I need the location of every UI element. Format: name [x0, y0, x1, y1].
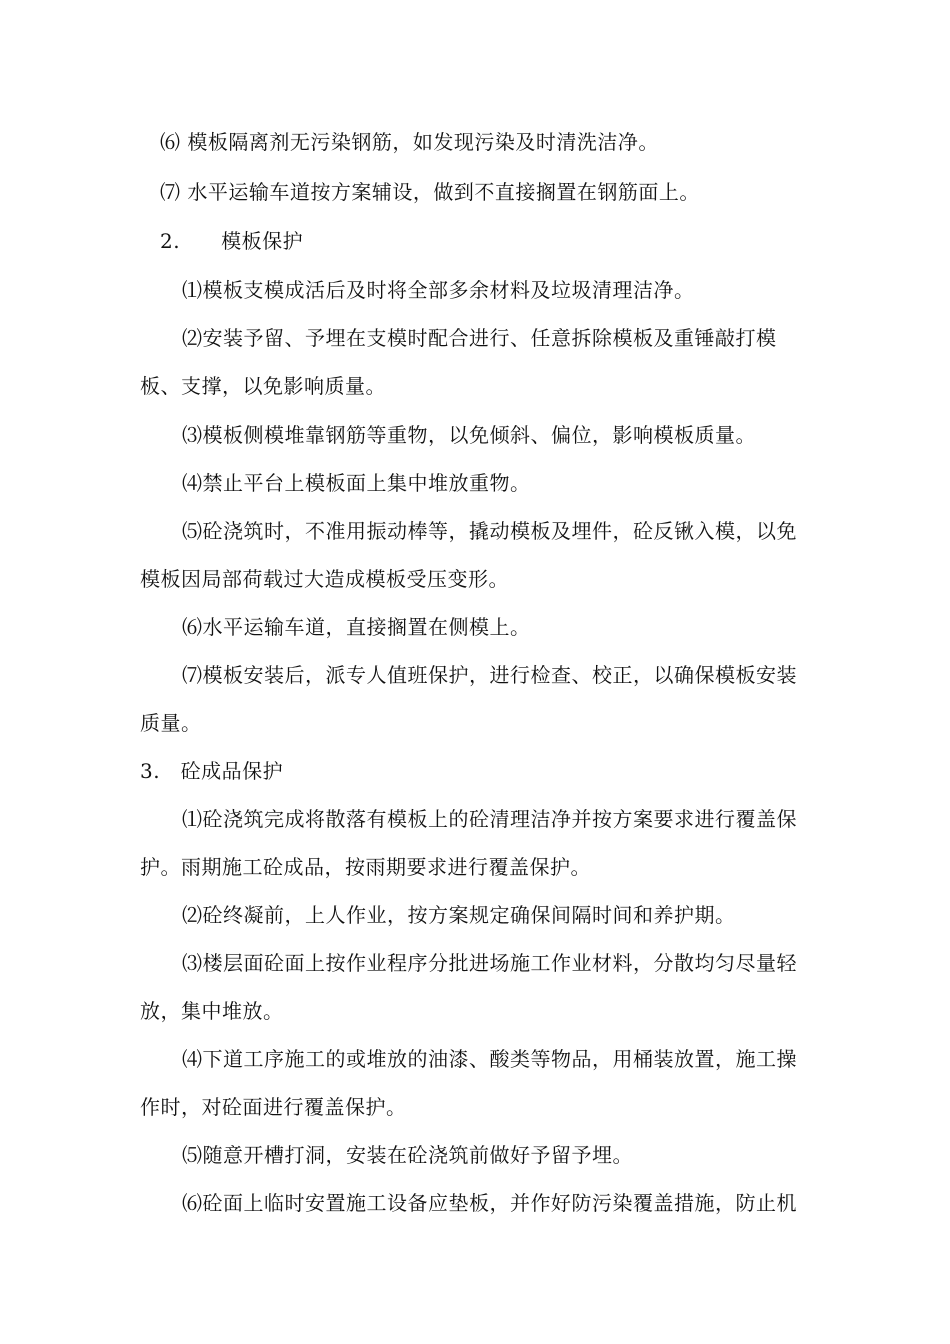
paragraph-line: ⑺模板安装后，派专人值班保护，进行检查、校正，以确保模板安装: [182, 663, 797, 687]
paragraph-line: ⑸随意开槽打洞，安装在砼浇筑前做好予留予埋。: [182, 1143, 633, 1167]
paragraph-line: 质量。: [140, 711, 202, 735]
paragraph-line: ⑹水平运输车道，直接搁置在侧模上。: [182, 615, 531, 639]
paragraph-line: 作时，对砼面进行覆盖保护。: [140, 1095, 407, 1119]
section-heading: 2. 模板保护: [160, 229, 304, 253]
paragraph-line: ⑹ 模板隔离剂无污染钢筋，如发现污染及时清洗洁净。: [160, 130, 659, 154]
paragraph-line: 护。雨期施工砼成品，按雨期要求进行覆盖保护。: [140, 855, 591, 879]
section-heading: 3. 砼成品保护: [140, 759, 284, 783]
paragraph-line: ⑶模板侧模堆靠钢筋等重物，以免倾斜、偏位，影响模板质量。: [182, 423, 756, 447]
paragraph-line: ⑵安装予留、予埋在支模时配合进行、任意拆除模板及重锤敲打模: [182, 326, 777, 350]
paragraph-line: ⑶楼层面砼面上按作业程序分批进场施工作业材料，分散均匀尽量轻: [182, 951, 797, 975]
paragraph-line: ⑷下道工序施工的或堆放的油漆、酸类等物品，用桶装放置，施工操: [182, 1047, 797, 1071]
paragraph-line: 模板因局部荷载过大造成模板受压变形。: [140, 567, 509, 591]
paragraph-line: ⑴模板支模成活后及时将全部多余材料及垃圾清理洁净。: [182, 278, 695, 302]
paragraph-line: ⑴砼浇筑完成将散落有模板上的砼清理洁净并按方案要求进行覆盖保: [182, 807, 797, 831]
paragraph-line: ⑵砼终凝前，上人作业，按方案规定确保间隔时间和养护期。: [182, 903, 736, 927]
paragraph-line: ⑸砼浇筑时，不准用振动棒等，撬动模板及埋件，砼反锹入模，以免: [182, 519, 797, 543]
paragraph-line: ⑺ 水平运输车道按方案辅设，做到不直接搁置在钢筋面上。: [160, 180, 700, 204]
paragraph-line: 放，集中堆放。: [140, 999, 284, 1023]
paragraph-line: ⑹砼面上临时安置施工设备应垫板，并作好防污染覆盖措施，防止机: [182, 1191, 797, 1215]
paragraph-line: 板、支撑，以免影响质量。: [140, 374, 386, 398]
paragraph-line: ⑷禁止平台上模板面上集中堆放重物。: [182, 471, 531, 495]
